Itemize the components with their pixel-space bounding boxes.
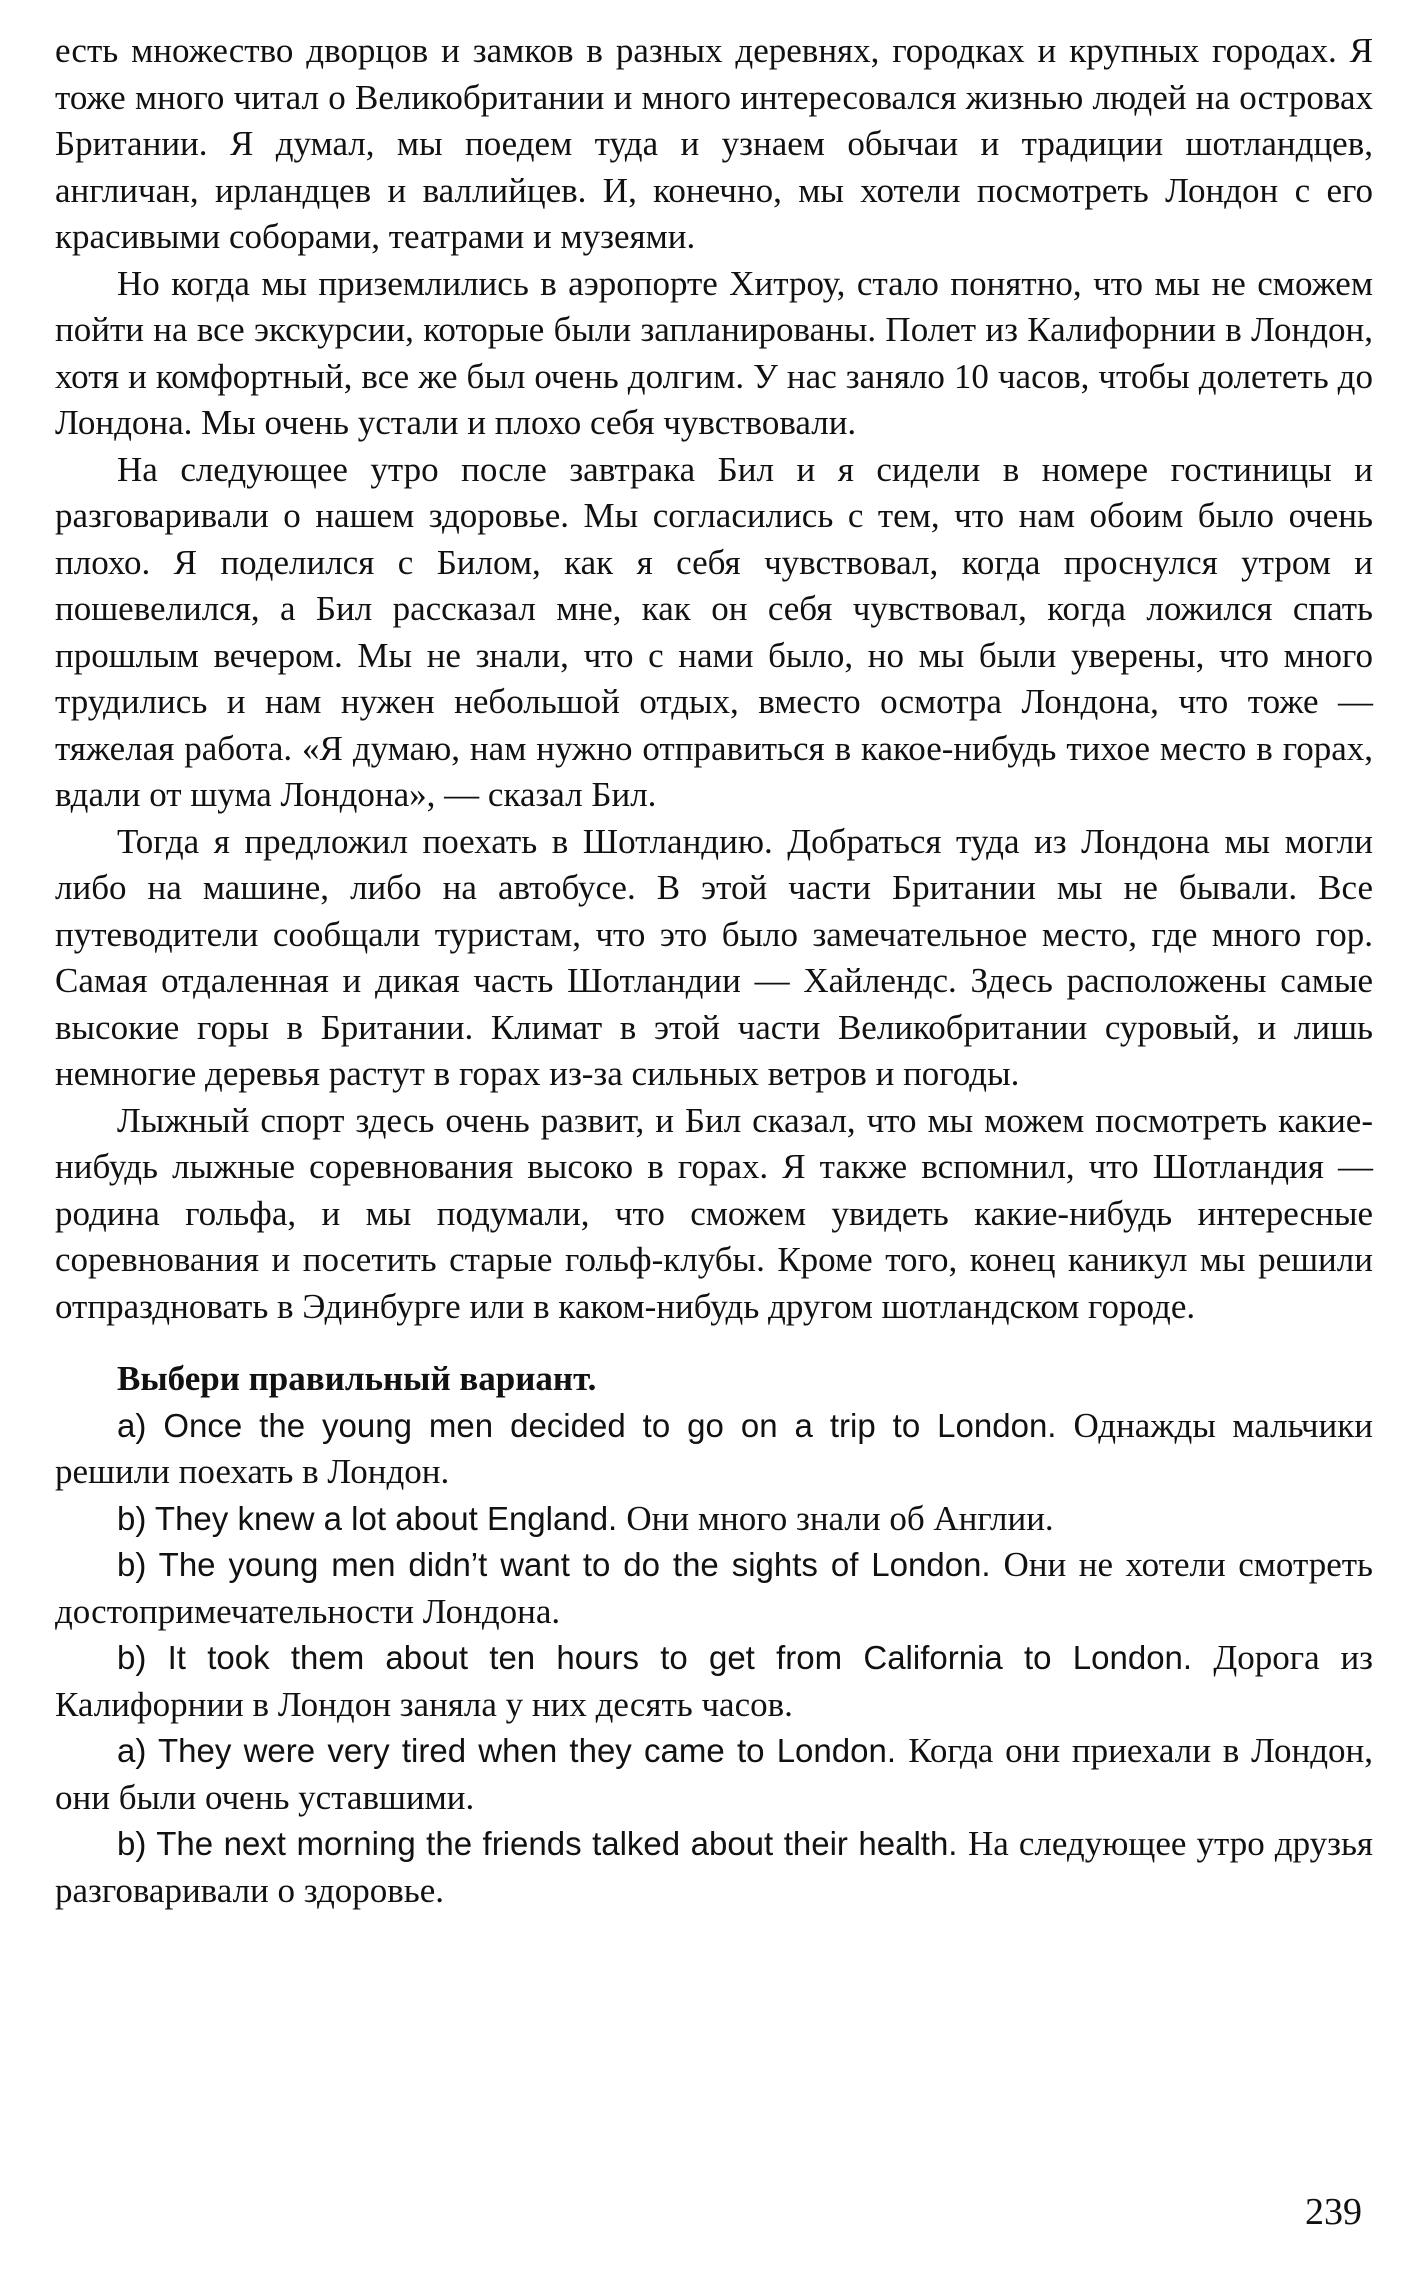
option-english: a) They were very tired when they came to London. (117, 1732, 896, 1769)
exercise-heading: Выбери правильный вариант. (117, 1359, 597, 1398)
option-russian: Дорога из Калифорнии в Лондон заняла у них десять часов. (55, 1638, 1374, 1724)
story-paragraph-1: есть множество дворцов и замков в разных деревнях, городках и крупных городах. Я тоже много читал о Великобритании и много интересовался жизнью людей на островах Британии. Я думал, мы поедем туда и узнаем обычаи и традиции шотландцев, англичан, ирландцев и валлийцев. И, конечно, мы хотели посмотреть Лондон с его красивыми соборами, театрами и музеями. (55, 31, 1373, 256)
exercise-option-1 (55, 1403, 1373, 1496)
story-paragraph-2: Но когда мы приземлились в аэропорте Хитроу, стало понятно, что мы не сможем пойти на все экскурсии, которые были запланированы. Полет из Калифорнии в Лондон, хотя и комфортный, все же был очень долгим. У нас заняло 10 часов, чтобы долететь до Лондона. Мы очень устали и плохо себя чувствовали. (55, 263, 1373, 442)
option-english: b) They knew a lot about England. (117, 1499, 618, 1537)
option-russian: На следующее утро друзья разговаривали о здоровье. (55, 1824, 1373, 1910)
option-russian: Они много знали об Англии. (626, 1498, 1054, 1538)
option-english: b) The next morning the friends talked about their health. (117, 1825, 958, 1862)
option-russian: Однажды мальчики решили поехать в Лондон. (55, 1405, 1373, 1491)
option-russian: Они не хотели смотреть достопримечательности Лондона. (55, 1545, 1373, 1631)
story-paragraph-3: На следующее утро после завтрака Бил и я сидели в номере гостиницы и разговаривали о нашем здоровье. Мы согласились с тем, что нам обоим было очень плохо. Я поделился с Билом, как я себя чувствовал, когда проснулся утром и пошевелился, а Бил рассказал мне, как он себя чувствовал, когда ложился спать прошлым вечером. Мы не знали, что с нами было, но мы были уверены, что много трудились и нам нужен небольшой отдых, вместо осмотра Лондона, что тоже — тяжелая работа. «Я думаю, нам нужно отправиться в какое-нибудь тихое место в горах, вдали от шума Лондона», — сказал Бил. (55, 449, 1373, 814)
page-content (55, 28, 1373, 1914)
exercise-option-3 (55, 1542, 1373, 1635)
exercise-option-4 (55, 1635, 1373, 1728)
page-number: 239 (1305, 2191, 1362, 2233)
story-paragraph-4: Тогда я предложил поехать в Шотландию. Добраться туда из Лондона мы могли либо на машине, либо на автобусе. В этой части Британии мы не бывали. Все путеводители сообщали туристам, что это было замечательное место, где много гор. Самая отдаленная и дикая часть Шотландии — Хайлендс. Здесь расположены самые высокие горы в Британии. Климат в этой части Великобритании суровый, и лишь немногие деревья растут в горах из-за сильных ветров и погоды. (55, 821, 1373, 1093)
exercise-option-5 (55, 1728, 1373, 1821)
exercise-option-2 (55, 1496, 1373, 1543)
option-english: b) The young men didn’t want to do the sights of London. (117, 1546, 991, 1583)
exercise-option-6 (55, 1821, 1373, 1914)
option-english: a) Once the young men decided to go on a trip to London. (117, 1406, 1057, 1444)
option-english: b) It took them about ten hours to get from California to London. (117, 1639, 1193, 1676)
story-paragraph-5: Лыжный спорт здесь очень развит, и Бил сказал, что мы можем посмотреть какие-нибудь лыжные соревнования высоко в горах. Я также вспомнил, что Шотландия — родина гольфа, и мы подумали, что сможем увидеть какие-нибудь интересные соревнования и посетить старые гольф-клубы. Кроме того, конец каникул мы решили отпраздновать в Эдинбурге или в каком-нибудь другом шотландском городе. (55, 1100, 1373, 1326)
option-russian: Когда они приехали в Лондон, они были очень уставшими. (55, 1731, 1373, 1817)
